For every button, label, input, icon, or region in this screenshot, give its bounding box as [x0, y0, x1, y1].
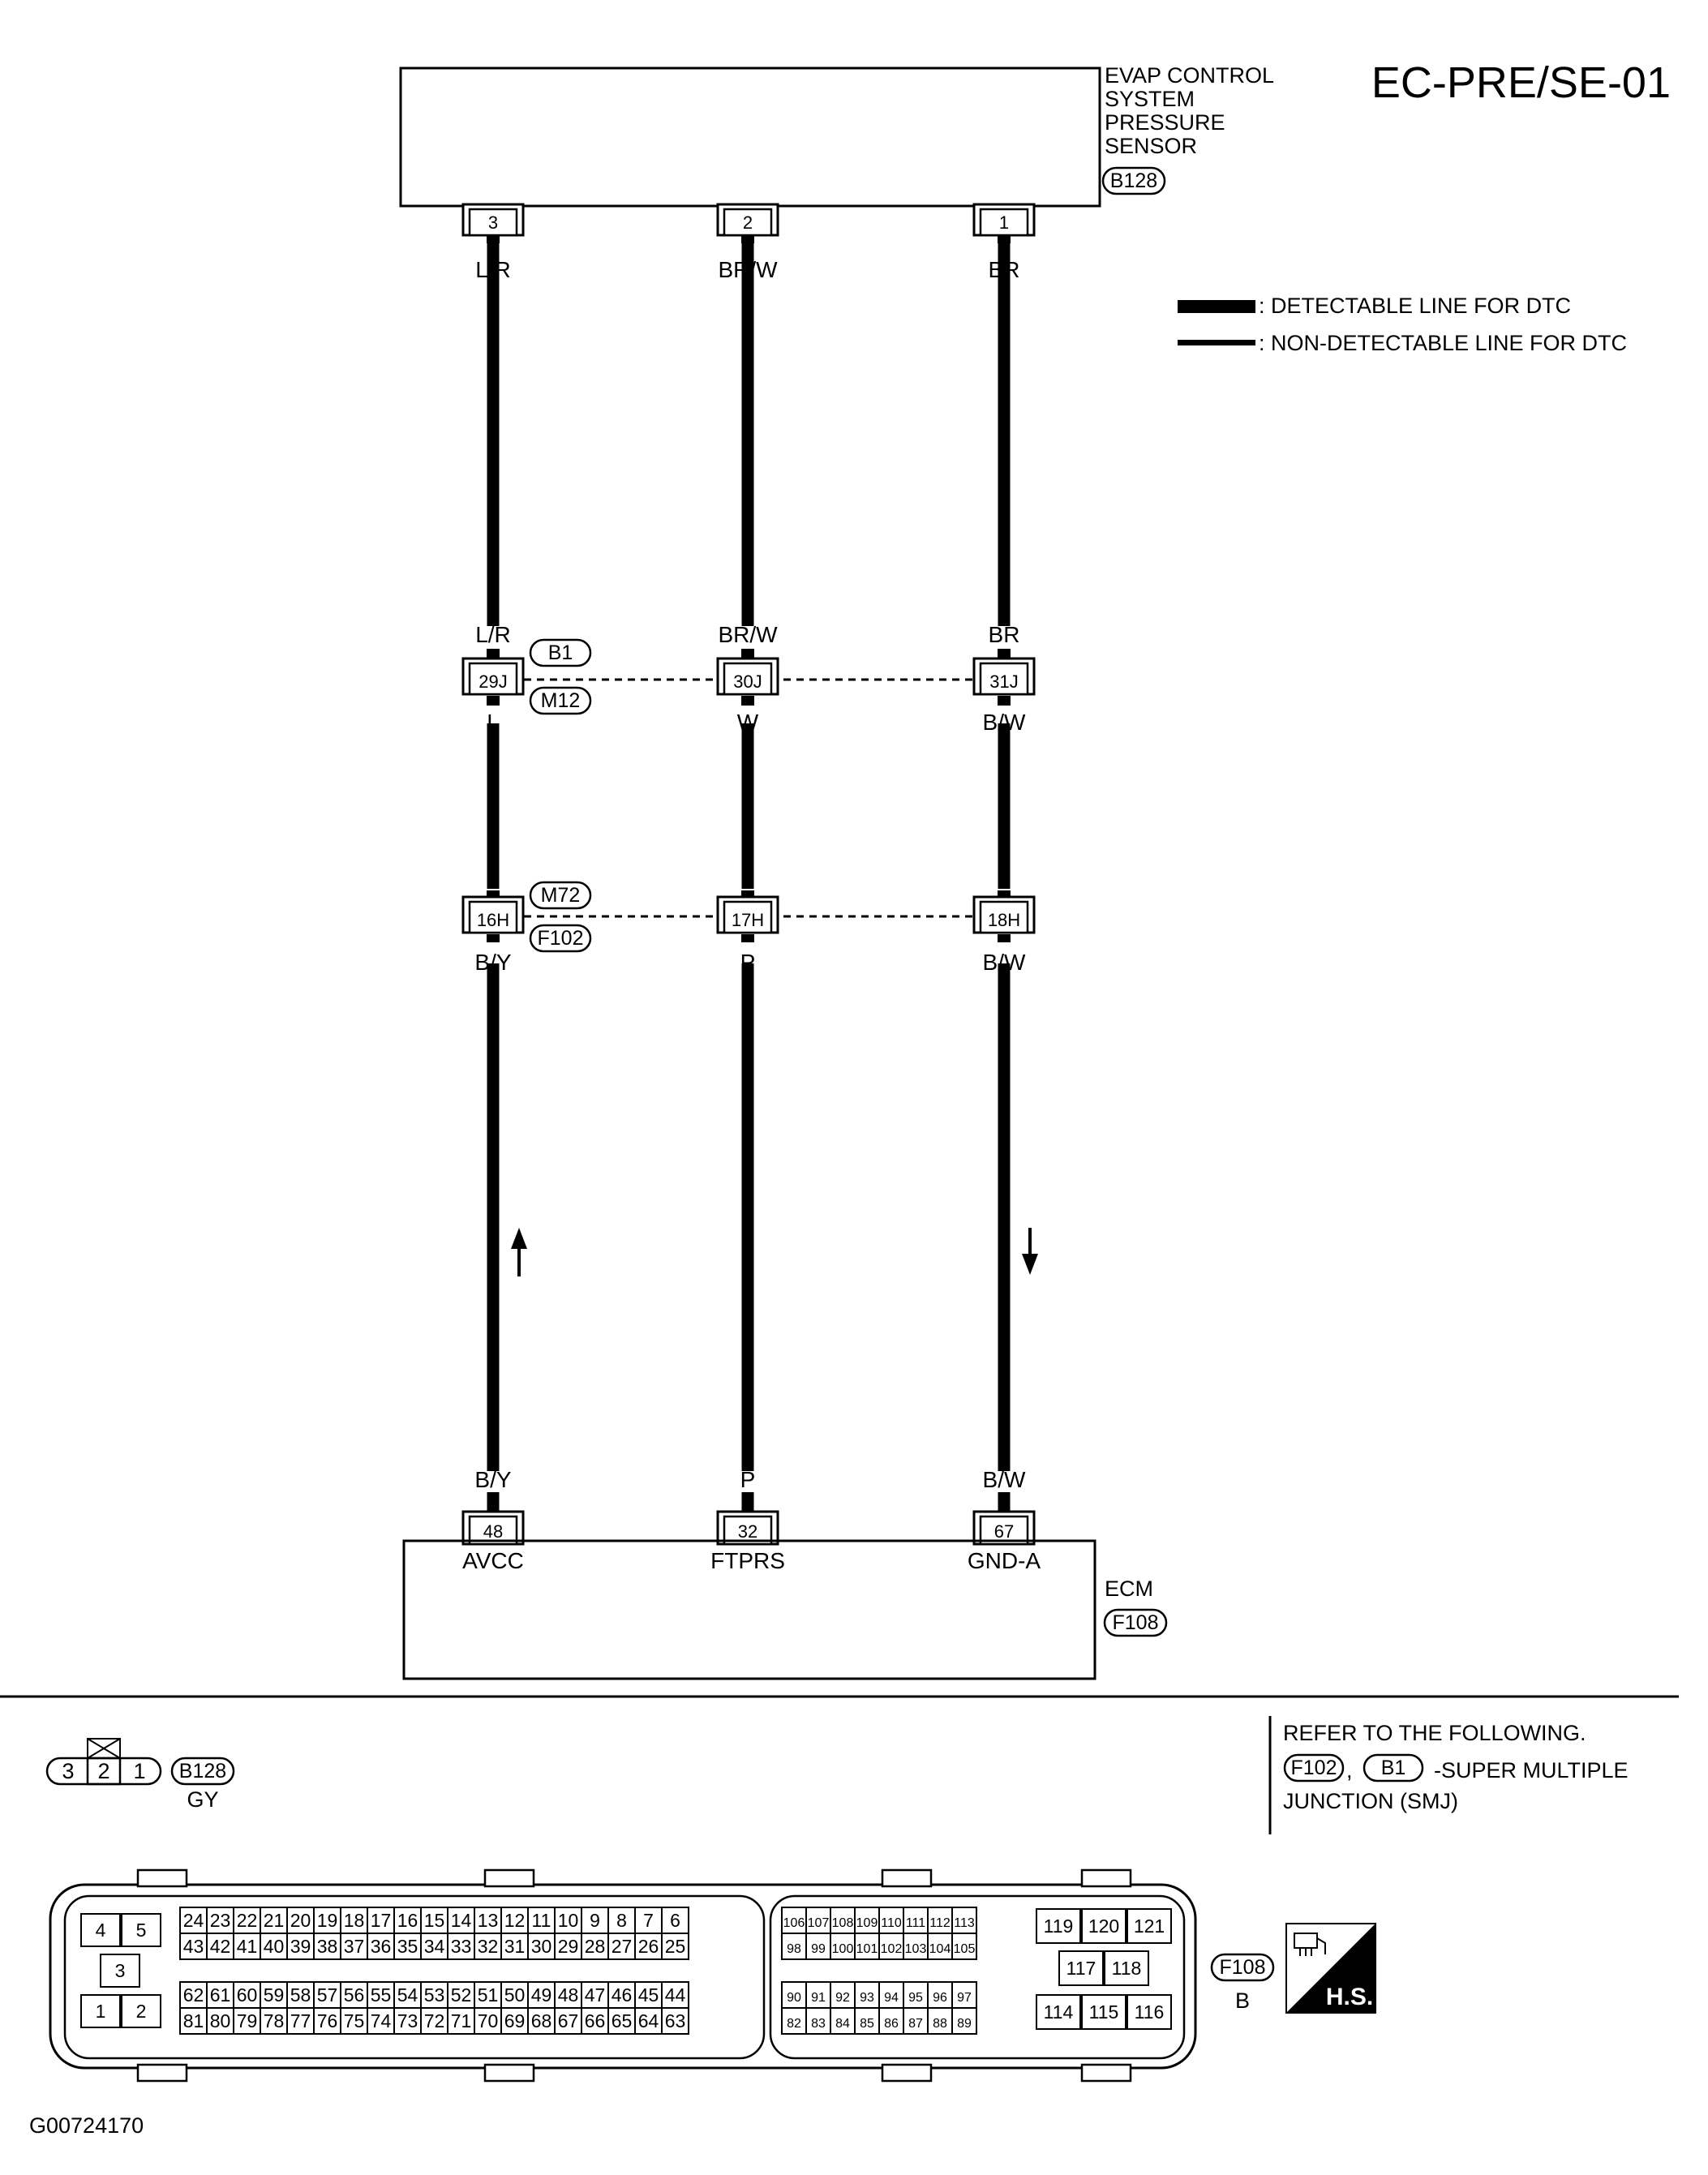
f108-pin-63: 63 — [664, 2010, 686, 2031]
f108-pin-47: 47 — [584, 1984, 606, 2006]
f108-pin-92: 92 — [835, 1991, 850, 2005]
f108-pin-68: 68 — [530, 2010, 552, 2031]
f108-pin-106: 106 — [783, 1916, 805, 1930]
f108-pin-49: 49 — [530, 1984, 552, 2006]
f108-pin-75: 75 — [343, 2010, 365, 2031]
f108-pin-115: 115 — [1088, 2001, 1119, 2023]
f108-pin-48: 48 — [557, 1984, 579, 2006]
f108-pin-80: 80 — [209, 2010, 231, 2031]
f108-pin-22: 22 — [236, 1910, 258, 1931]
f108-pin-88: 88 — [933, 2017, 947, 2031]
f108-pin-116: 116 — [1134, 2001, 1165, 2023]
f108-pin-57: 57 — [316, 1984, 338, 2006]
junction2-pin-1-label: 16H — [476, 910, 510, 930]
f108-pin-89: 89 — [957, 2017, 972, 2031]
refer-note — [1283, 1721, 1629, 1813]
hs-badge — [1286, 1924, 1375, 2013]
f108-pin-46: 46 — [611, 1984, 633, 2006]
b128-connector-id: B128 — [178, 1760, 227, 1782]
f108-pin-20: 20 — [290, 1910, 311, 1931]
junction1-pin-3 — [974, 659, 1034, 694]
f108-pin-5: 5 — [135, 1920, 147, 1941]
f108-pin-66: 66 — [584, 2010, 606, 2031]
f108-pin-114: 114 — [1043, 2001, 1074, 2023]
svg-text:B128: B128 — [1109, 169, 1158, 192]
f108-pin-90: 90 — [787, 1991, 801, 2005]
f108-pin-121: 121 — [1133, 1915, 1165, 1937]
sensor-pin-2-label: 2 — [742, 212, 753, 233]
wire-2-ecm-color: P — [740, 1467, 756, 1492]
f108-pin-27: 27 — [611, 1936, 633, 1957]
wire-1-ecm-color: B/Y — [474, 1467, 512, 1492]
f108-pin-54: 54 — [397, 1984, 418, 2006]
f108-pin-87: 87 — [908, 2017, 923, 2031]
f108-latch-tab — [485, 1870, 534, 1886]
f108-pin-29: 29 — [557, 1936, 579, 1957]
sensor-pin-1-label: 3 — [487, 212, 499, 233]
f108-pin-52: 52 — [450, 1984, 472, 2006]
wire-1-j1-top-color: L/R — [475, 622, 511, 647]
ecm-connector-badge — [1105, 1610, 1166, 1636]
f108-pin-31: 31 — [504, 1936, 526, 1957]
svg-text:F108: F108 — [1112, 1611, 1159, 1634]
f108-pin-105: 105 — [953, 1942, 976, 1956]
wire-2 — [710, 204, 785, 1573]
f108-latch-tab — [1082, 1870, 1131, 1886]
junction2-top-badge — [530, 882, 590, 908]
ecm-signal-1: AVCC — [462, 1548, 524, 1573]
f108-pin-82: 82 — [787, 2017, 801, 2031]
f108-pin-42: 42 — [209, 1936, 231, 1957]
f108-pin-34: 34 — [423, 1936, 445, 1957]
f108-pin-60: 60 — [236, 1984, 258, 2006]
sensor-box — [401, 68, 1100, 206]
b128-connector-color: GY — [187, 1787, 219, 1812]
f108-pin-97: 97 — [957, 1991, 972, 2005]
f108-pin-81: 81 — [182, 2010, 204, 2031]
f108-pin-43: 43 — [182, 1936, 204, 1957]
ecm-pin-3-label: 67 — [993, 1521, 1015, 1542]
hs-badge-text: H.S. — [1325, 1984, 1374, 2010]
ecm-pin-3 — [974, 1512, 1034, 1544]
sensor-pin-3-label: 1 — [998, 212, 1010, 233]
f108-latch-tab — [1082, 2065, 1131, 2081]
wire-1 — [462, 204, 527, 1573]
f108-pin-21: 21 — [263, 1910, 285, 1931]
ecm-signal-2: FTPRS — [710, 1548, 785, 1573]
legend-nondetectable-label: : NON-DETECTABLE LINE FOR DTC — [1259, 331, 1628, 355]
f108-pin-94: 94 — [884, 1991, 899, 2005]
ecm-name: ECM — [1105, 1577, 1153, 1601]
f108-pin-70: 70 — [477, 2010, 499, 2031]
junction1-pin-2 — [718, 659, 778, 694]
junction1-pin-1 — [463, 659, 523, 694]
f108-pin-67: 67 — [557, 2010, 579, 2031]
f108-pin-85: 85 — [860, 2017, 874, 2031]
wire-3-j1-bottom-color: B/W — [982, 710, 1026, 735]
f108-pin-11: 11 — [531, 1910, 551, 1931]
junction2-pin-1 — [463, 897, 523, 933]
junction1-pin-3-label: 31J — [989, 671, 1019, 692]
f108-pin-55: 55 — [370, 1984, 392, 2006]
f108-pin-45: 45 — [637, 1984, 659, 2006]
f108-pin-33: 33 — [450, 1936, 472, 1957]
refer-line1: REFER TO THE FOLLOWING. — [1283, 1721, 1586, 1745]
f108-pin-6: 6 — [670, 1910, 680, 1931]
f108-pin-113: 113 — [954, 1916, 975, 1930]
junction2-pin-2 — [718, 897, 778, 933]
f108-pin-1: 1 — [95, 2001, 106, 2022]
f108-pin-119: 119 — [1043, 1915, 1074, 1937]
f108-pin-120: 120 — [1088, 1915, 1120, 1937]
f108-label — [1212, 1954, 1273, 2013]
f108-pin-84: 84 — [835, 2017, 850, 2031]
f108-pin-56: 56 — [343, 1984, 365, 2006]
f108-pin-16: 16 — [397, 1910, 418, 1931]
refer-conn1: F102 — [1290, 1757, 1337, 1779]
f108-pin-40: 40 — [263, 1936, 285, 1957]
legend-detectable-label: : DETECTABLE LINE FOR DTC — [1259, 294, 1572, 318]
f108-pin-102: 102 — [880, 1942, 903, 1956]
f108-pin-93: 93 — [860, 1991, 874, 2005]
f108-pin-28: 28 — [584, 1936, 606, 1957]
f108-pin-25: 25 — [664, 1936, 686, 1957]
f108-pin-79: 79 — [236, 2010, 258, 2031]
f108-pin-37: 37 — [343, 1936, 365, 1957]
f108-pin-17: 17 — [370, 1910, 392, 1931]
f108-pin-95: 95 — [908, 1991, 923, 2005]
b128-pin-3: 3 — [62, 1759, 75, 1783]
f108-pin-26: 26 — [637, 1936, 659, 1957]
wire-1-sensor-color: L/R — [475, 257, 511, 282]
wire-2-j2-bottom-color: P — [740, 950, 756, 975]
f108-pin-3: 3 — [114, 1960, 126, 1981]
f108-pin-59: 59 — [263, 1984, 285, 2006]
wire-2-sensor-color: BR/W — [718, 257, 778, 282]
junction1-pin-1-label: 29J — [478, 671, 508, 692]
f108-pin-18: 18 — [343, 1910, 365, 1931]
f108-pin-61: 61 — [209, 1984, 231, 2006]
wire-2-j1-bottom-color: W — [736, 710, 759, 735]
connector-f108 — [50, 1870, 1195, 2081]
wire-3-arrow-down-icon — [1022, 1228, 1038, 1275]
f108-pin-65: 65 — [611, 2010, 633, 2031]
svg-text:F102: F102 — [537, 927, 584, 950]
f108-pin-64: 64 — [637, 2010, 659, 2031]
legend-detectable-swatch — [1178, 300, 1255, 313]
f108-pin-91: 91 — [811, 1991, 826, 2005]
f108-pin-10: 10 — [557, 1910, 579, 1931]
f108-pin-15: 15 — [423, 1910, 445, 1931]
f108-latch-tab — [138, 2065, 187, 2081]
legend-nondetectable-swatch — [1178, 340, 1255, 345]
f108-pin-12: 12 — [504, 1910, 526, 1931]
f108-latch-tab — [485, 2065, 534, 2081]
f108-pin-41: 41 — [236, 1936, 258, 1957]
junction2-pin-3-label: 18H — [987, 910, 1021, 930]
wire-2-j1-top-color: BR/W — [718, 622, 778, 647]
f108-pin-98: 98 — [787, 1942, 801, 1956]
f108-pin-96: 96 — [933, 1991, 947, 2005]
f108-pin-77: 77 — [290, 2010, 311, 2031]
ecm-pin-1 — [463, 1512, 523, 1544]
f108-pin-53: 53 — [423, 1984, 445, 2006]
f108-pin-36: 36 — [370, 1936, 392, 1957]
f108-pin-83: 83 — [811, 2017, 826, 2031]
f108-pin-111: 111 — [905, 1916, 926, 1930]
f108-pin-9: 9 — [590, 1910, 600, 1931]
f108-pin-7: 7 — [643, 1910, 654, 1931]
f108-pin-73: 73 — [397, 2010, 418, 2031]
f108-pin-24: 24 — [182, 1910, 204, 1931]
sensor-connector-badge — [1103, 168, 1165, 194]
f108-latch-tab — [882, 1870, 931, 1886]
ecm-pin-2 — [718, 1512, 778, 1544]
wire-1-j2-bottom-color: B/Y — [474, 950, 512, 975]
f108-pin-110: 110 — [881, 1916, 902, 1930]
f108-pin-44: 44 — [664, 1984, 686, 2006]
f108-pin-71: 71 — [450, 2010, 472, 2031]
legend — [1178, 294, 1627, 355]
svg-text:B1: B1 — [547, 641, 573, 664]
f108-pin-51: 51 — [477, 1984, 499, 2006]
junction2-pin-3 — [974, 897, 1034, 933]
f108-pin-101: 101 — [856, 1942, 878, 1956]
f108-pin-62: 62 — [182, 1984, 204, 2006]
f108-pin-99: 99 — [811, 1942, 826, 1956]
svg-text:M72: M72 — [540, 884, 581, 907]
junction1-pin-2-label: 30J — [733, 671, 762, 692]
f108-pin-13: 13 — [477, 1910, 499, 1931]
b128-pin-1: 1 — [133, 1759, 146, 1783]
f108-pin-76: 76 — [316, 2010, 338, 2031]
f108-latch-tab — [882, 2065, 931, 2081]
ecm-pin-1-label: 48 — [483, 1521, 504, 1542]
f108-pin-23: 23 — [209, 1910, 231, 1931]
f108-pin-109: 109 — [856, 1916, 878, 1930]
wire-1-j1-bottom-color: L — [487, 710, 500, 735]
refer-line3: JUNCTION (SMJ) — [1283, 1789, 1458, 1813]
f108-pin-72: 72 — [423, 2010, 445, 2031]
f108-pin-103: 103 — [904, 1942, 927, 1956]
f108-pin-38: 38 — [316, 1936, 338, 1957]
f108-pin-117: 117 — [1066, 1958, 1096, 1979]
f108-pin-118: 118 — [1111, 1958, 1142, 1979]
f108-pin-107: 107 — [807, 1916, 830, 1930]
sensor-pin-1 — [463, 204, 523, 235]
junction1-top-badge — [530, 640, 590, 666]
f108-pin-104: 104 — [929, 1942, 951, 1956]
f108-pin-50: 50 — [504, 1984, 526, 2006]
ecm-signal-3: GND-A — [967, 1548, 1041, 1573]
figure-id: G00724170 — [29, 2113, 144, 2138]
svg-text:,: , — [1346, 1758, 1353, 1782]
refer-conn2: B1 — [1380, 1757, 1406, 1779]
sensor-name-line2: SYSTEM — [1105, 87, 1195, 111]
f108-pin-8: 8 — [616, 1910, 627, 1931]
f108-id: F108 — [1219, 1956, 1266, 1979]
f108-pin-100: 100 — [831, 1942, 854, 1956]
svg-text:M12: M12 — [540, 689, 581, 712]
f108-pin-35: 35 — [397, 1936, 418, 1957]
wire-3-ecm-color: B/W — [982, 1467, 1026, 1492]
b128-pin-2: 2 — [97, 1759, 110, 1783]
refer-line2: -SUPER MULTIPLE — [1434, 1758, 1629, 1782]
f108-pin-32: 32 — [477, 1936, 499, 1957]
f108-pin-39: 39 — [290, 1936, 311, 1957]
junction1-bottom-badge — [530, 688, 590, 714]
connector-b128 — [47, 1739, 234, 1812]
f108-pin-4: 4 — [95, 1920, 106, 1941]
wire-3-j2-bottom-color: B/W — [982, 950, 1026, 975]
wire-3 — [968, 204, 1041, 1573]
sensor-name-line1: EVAP CONTROL — [1105, 63, 1275, 88]
wire-3-sensor-color: BR — [988, 257, 1020, 282]
f108-pin-108: 108 — [831, 1916, 854, 1930]
f108-latch-tab — [138, 1870, 187, 1886]
f108-pin-86: 86 — [884, 2017, 899, 2031]
wire-3-j1-top-color: BR — [988, 622, 1020, 647]
f108-pin-2: 2 — [135, 2001, 147, 2022]
sensor-name-line3: PRESSURE — [1105, 110, 1225, 135]
ecm-pin-2-label: 32 — [737, 1521, 758, 1542]
f108-pin-19: 19 — [316, 1910, 338, 1931]
wire-1-arrow-up-icon — [511, 1228, 527, 1276]
f108-pin-78: 78 — [263, 2010, 285, 2031]
sensor-pin-3 — [974, 204, 1034, 235]
f108-pin-14: 14 — [450, 1910, 472, 1931]
f108-color: B — [1234, 1988, 1251, 2013]
f108-pin-112: 112 — [929, 1916, 951, 1930]
sensor-name-line4: SENSOR — [1105, 134, 1198, 158]
f108-pin-69: 69 — [504, 2010, 526, 2031]
junction2-bottom-badge — [530, 925, 590, 951]
f108-pin-58: 58 — [290, 1984, 311, 2006]
f108-pin-74: 74 — [370, 2010, 392, 2031]
page-code: EC-PRE/SE-01 — [1371, 58, 1671, 107]
f108-pin-30: 30 — [530, 1936, 552, 1957]
junction2-pin-2-label: 17H — [731, 910, 765, 930]
sensor-pin-2 — [718, 204, 778, 235]
